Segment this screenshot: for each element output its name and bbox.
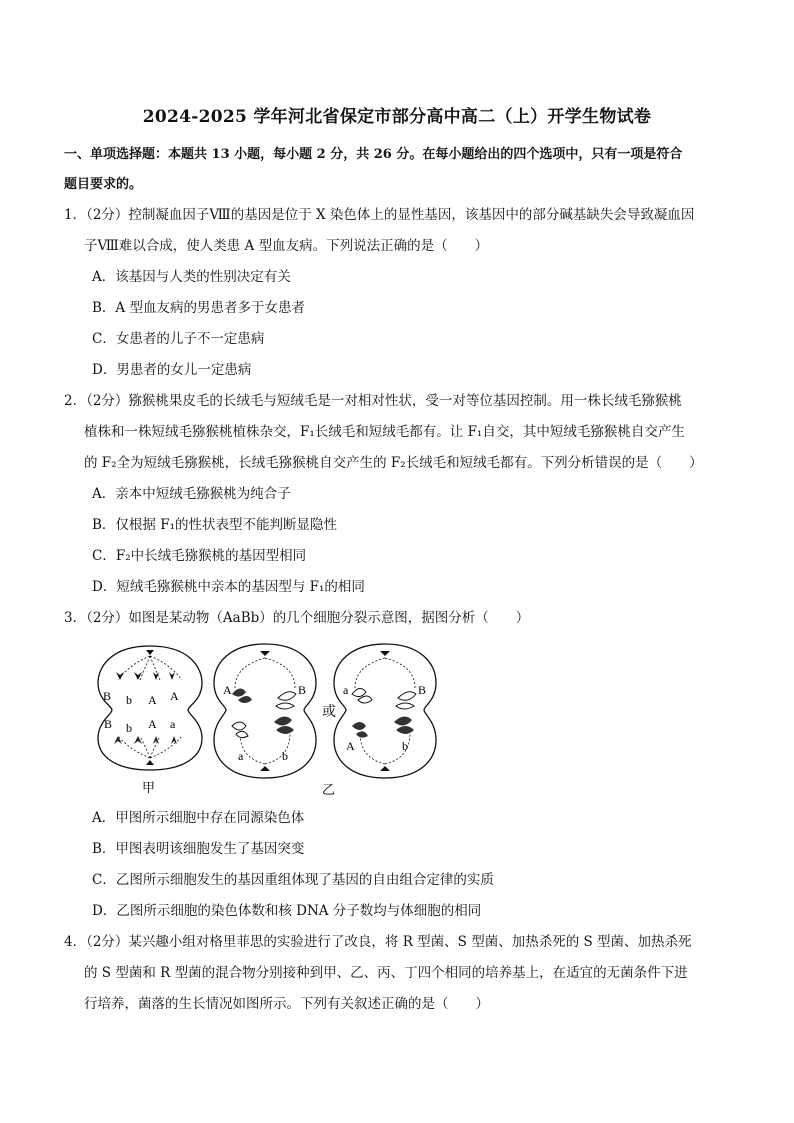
question-4-stem-line-3: 行培养，菌落的生长情况如图所示。下列有关叙述正确的是（ ） <box>84 996 489 1012</box>
question-1-option-c: C．女患者的儿子不一定患病 <box>92 331 265 347</box>
yi1-label-b-upper: B <box>298 683 307 697</box>
cell-yi-1 <box>214 644 316 778</box>
jia-label-8: a <box>170 717 176 731</box>
jia-label-2: b <box>126 693 132 707</box>
section-header-line-2: 题目要求的。 <box>64 177 143 192</box>
question-4-stem-line-2: 的 S 型菌和 R 型菌的混合物分别接种到甲、乙、丙、丁四个相同的培养基上，在适宜的无菌条件下进 <box>84 965 688 981</box>
yi-caption: 乙 <box>322 782 336 797</box>
question-2-stem-line-1: 2．（2分）猕猴桃果皮毛的长绒毛与短绒毛是一对相对性状，受一对等位基因控制。用一株长绒毛猕猴桃 <box>64 393 682 409</box>
section-header-line-1: 一、单项选择题：本题共 13 小题，每小题 2 分，共 26 分。在每小题给出的四个选项中，只有一项是符合 <box>64 147 683 162</box>
question-3-option-a: A．甲图所示细胞中存在同源染色体 <box>92 810 305 826</box>
question-1-option-b: B．A 型血友病的男患者多于女患者 <box>92 300 305 316</box>
cell-division-figure <box>90 638 490 800</box>
or-label: 或 <box>322 705 336 720</box>
yi1-label-b-lower: b <box>282 749 288 763</box>
yi2-label-a-upper: a <box>343 683 349 697</box>
jia-label-7: A <box>148 717 157 731</box>
page-title: 2024-2025 学年河北省保定市部分高中高二（上）开学生物试卷 <box>142 107 652 127</box>
jia-caption: 甲 <box>142 780 156 795</box>
question-3-option-d: D．乙图所示细胞的染色体数和核 DNA 分子数均与体细胞的相同 <box>92 903 482 919</box>
question-2-option-d: D．短绒毛猕猴桃中亲本的基因型与 F₁的相同 <box>92 579 365 595</box>
yi1-label-a-upper: A <box>223 683 232 697</box>
question-2-option-b: B．仅根据 F₁的性状表型不能判断显隐性 <box>92 517 337 533</box>
question-3-option-c: C．乙图所示细胞发生的基因重组体现了基因的自由组合定律的实质 <box>92 872 494 888</box>
cell-yi-2 <box>334 644 436 778</box>
question-4-stem-line-1: 4．（2分）某兴趣小组对格里菲思的实验进行了改良，将 R 型菌、S 型菌、加热杀死的 S 型菌、加热杀死 <box>64 934 692 950</box>
question-2-stem-line-2: 植株和一株短绒毛猕猴桃植株杂交，F₁长绒毛和短绒毛都有。让 F₁自交，其中短绒毛猕猴桃自交产生 <box>84 424 685 440</box>
jia-label-1: B <box>103 689 112 703</box>
question-1-option-d: D．男患者的女儿一定患病 <box>92 362 252 378</box>
question-3-option-b: B．甲图表明该细胞发生了基因突变 <box>92 841 305 857</box>
question-1-stem-line-2: 子Ⅷ难以合成，使人类患 A 型血友病。下列说法正确的是（ ） <box>84 238 489 254</box>
question-2-option-c: C．F₂中长绒毛猕猴桃的基因型相同 <box>92 548 307 564</box>
question-2-option-a: A．亲本中短绒毛猕猴桃为纯合子 <box>92 486 291 502</box>
question-1-stem-line-1: 1．（2分）控制凝血因子Ⅷ的基因是位于 X 染色体上的显性基因，该基因中的部分碱基缺失会导致凝血因 <box>64 207 695 223</box>
jia-label-6: b <box>126 721 132 735</box>
jia-label-5: B <box>104 717 113 731</box>
question-3-stem-line-1: 3．（2分）如图是某动物（AaBb）的几个细胞分裂示意图，据图分析（ ） <box>64 610 530 626</box>
jia-label-4: A <box>170 689 179 703</box>
jia-label-3: A <box>148 693 157 707</box>
cell-jia <box>98 646 202 795</box>
question-2-stem-line-3: 的 F₂全为短绒毛猕猴桃，长绒毛猕猴桃自交产生的 F₂长绒毛和短绒毛都有。下列分析错误的是（ ） <box>84 455 703 471</box>
yi2-label-b-lower: b <box>402 739 408 753</box>
yi2-label-b-upper: B <box>418 683 427 697</box>
question-1-option-a: A．该基因与人类的性别决定有关 <box>92 269 291 285</box>
yi1-label-a-lower: a <box>238 749 244 763</box>
yi2-label-a-lower: A <box>346 739 355 753</box>
